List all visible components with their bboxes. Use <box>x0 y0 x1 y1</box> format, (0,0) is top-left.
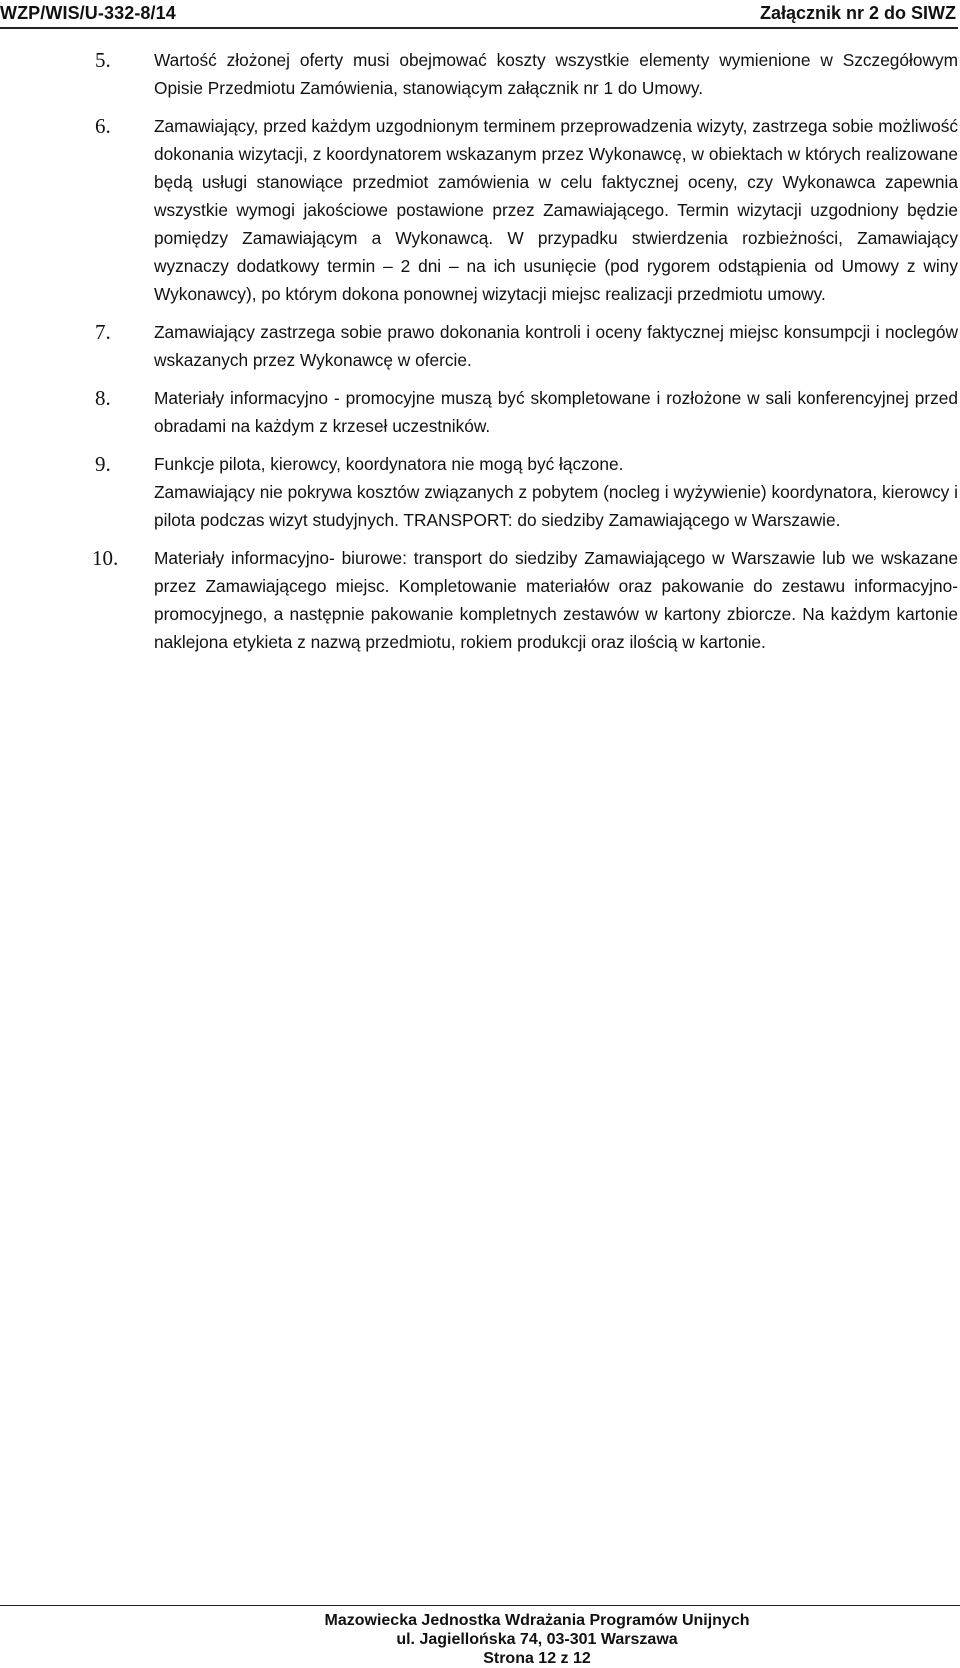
item-paragraph: Wartość złożonej oferty musi obejmować koszty wszystkie elementy wymienione w Szczegółowym Opisie Przedmiotu Zamówienia, stanowiącym załącznik nr 1 do Umowy. <box>154 50 958 98</box>
attachment-label: Załącznik nr 2 do SIWZ <box>759 3 956 23</box>
list-item <box>0 450 958 534</box>
list-item <box>0 384 958 440</box>
item-number: 5. <box>95 48 111 72</box>
item-paragraph: Funkcje pilota, kierowcy, koordynatora nie mogą być łączone. <box>154 454 624 474</box>
item-paragraph: Materiały informacyjno- biurowe: transport do siedziby Zamawiającego w Warszawie lub we wskazane przez Zamawiającego miejsc. Kompletowanie materiałów oraz pakowanie do zestawu informacyjno-promocyjnego, a następnie pakowanie kompletnych zestawów w kartony zbiorcze. Na każdym kartonie naklejona etykieta z nazwą przedmiotu, rokiem produkcji oraz ilością w kartonie. <box>154 548 958 652</box>
document-body <box>0 46 960 666</box>
list-item <box>0 46 958 102</box>
item-paragraph: Zamawiający nie pokrywa kosztów związanych z pobytem (nocleg i wyżywienie) koordynatora, kierowcy i pilota podczas wizyt studyjnych. TRANSPORT: do siedziby Zamawiającego w Warszawie. <box>154 482 958 530</box>
document-reference: WZP/WIS/U-332-8/14 <box>0 3 176 23</box>
item-paragraph: Zamawiający, przed każdym uzgodnionym terminem przeprowadzenia wizyty, zastrzega sobie możliwość dokonania wizytacji, z koordynatorem wskazanym przez Wykonawcę, w obiektach w których realizowane będą usługi stanowiące przedmiot zamówienia w celu faktycznej oceny, czy Wykonawca zapewnia wszystkie wymogi jakościowe postawione przez Zamawiającego. Termin wizytacji uzgodniony będzie pomiędzy Zamawiającym a Wykonawcą. W przypadku stwierdzenia rozbieżności, Zamawiający wyznaczy dodatkowy termin – 2 dni – na ich usunięcie (pod rygorem odstąpienia od Umowy z winy Wykonawcy), po którym dokona ponownej wizytacji miejsc realizacji przedmiotu umowy. <box>154 116 958 304</box>
organization-address: ul. Jagiellońska 74, 03-301 Warszawa <box>396 1631 678 1648</box>
list-item <box>0 318 958 374</box>
page-number: Strona 12 z 12 <box>483 1650 591 1667</box>
page-footer <box>0 1605 960 1667</box>
item-number: 9. <box>95 452 111 476</box>
item-number: 6. <box>95 114 111 138</box>
item-number: 10. <box>92 546 119 570</box>
list-item <box>0 544 958 656</box>
item-paragraph: Zamawiający zastrzega sobie prawo dokonania kontroli i oceny faktycznej miejsc konsumpcji i noclegów wskazanych przez Wykonawcę w ofercie. <box>154 322 958 370</box>
item-number: 8. <box>95 386 111 410</box>
item-number: 7. <box>95 320 111 344</box>
organization-name: Mazowiecka Jednostka Wdrażania Programów Unijnych <box>324 1612 750 1629</box>
list-item <box>0 112 958 308</box>
item-paragraph: Materiały informacyjno - promocyjne muszą być skompletowane i rozłożone w sali konferencyjnej przed obradami na każdym z krzeseł uczestników. <box>154 388 958 436</box>
page-header <box>0 0 958 29</box>
